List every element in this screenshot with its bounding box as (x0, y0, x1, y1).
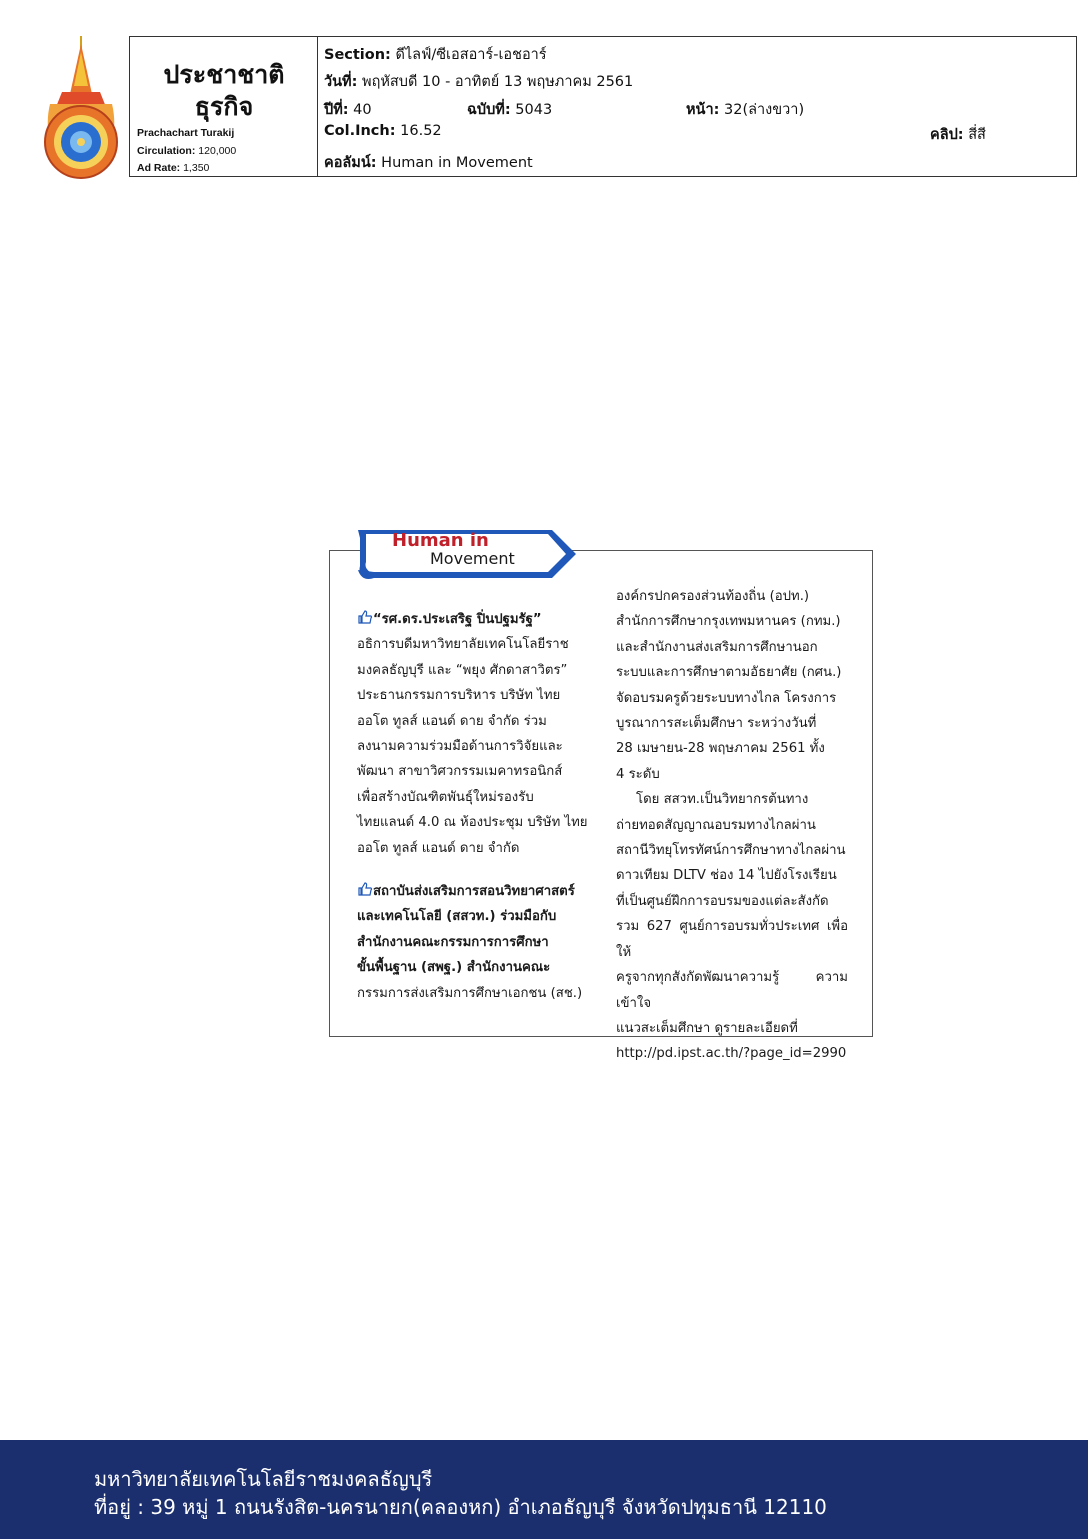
article-line: จัดอบรมครูด้วยระบบทางไกล โครงการ (616, 690, 837, 706)
article-line: อธิการบดีมหาวิทยาลัยเทคโนโลยีราช (357, 637, 569, 653)
article-line: ระบบและการศึกษาตามอัธยาศัย (กศน.) (616, 665, 842, 681)
year-info: ปีที่: 40 (324, 102, 372, 118)
colinch-info: Col.Inch: 16.52 (324, 123, 442, 139)
article-line: ที่เป็นศูนย์ฝึกการอบรมของแต่ละสังกัด (616, 893, 829, 909)
article-line: สำนักการศึกษากรุงเทพมหานคร (กทม.) (616, 614, 841, 630)
article-left-column (357, 607, 589, 1006)
article-line: บูรณาการสะเต็มศึกษา ระหว่างวันที่ (616, 716, 817, 732)
article-line: ออโต ทูลส์ แอนด์ ดาย จำกัด ร่วม (357, 713, 547, 729)
thumbs-up-icon (357, 609, 373, 625)
article-line: 28 เมษายน-28 พฤษภาคม 2561 ทั้ง (616, 741, 825, 757)
article-line: องค์กรปกครองส่วนท้องถิ่น (อปท.) (616, 589, 810, 604)
article-line: ขั้นพื้นฐาน (สพฐ.) สำนักงานคณะ (357, 960, 551, 976)
article-line: ครูจากทุกสังกัดพัฒนาความรู้ ความเข้าใจ (616, 970, 848, 1011)
article-line: สำนักงานคณะกรรมการการศึกษา (357, 934, 549, 950)
date-info: วันที่: พฤหัสบดี 10 - อาทิตย์ 13 พฤษภาคม 2561 (324, 74, 634, 90)
article-line: รวม 627 ศูนย์การอบรมทั่วประเทศ เพื่อให้ (616, 919, 848, 960)
article-line: ดาวเทียม DLTV ช่อง 14 ไปยังโรงเรียน (616, 868, 837, 884)
footer-university-name: มหาวิทยาลัยเทคโนโลยีราชมงคลธัญบุรี (94, 1467, 433, 1491)
article-line: “รศ.ดร.ประเสริฐ ปิ่นปฐมรัฐ” (357, 607, 589, 632)
article-line: ลงนามความร่วมมือด้านการวิจัยและ (357, 739, 563, 755)
paragraph-gap (357, 861, 589, 879)
article-line: ประธานกรรมการบริหาร บริษัท ไทย (357, 688, 561, 704)
article-line: และสำนักงานส่งเสริมการศึกษานอก (616, 639, 818, 655)
clipping-info-header (129, 36, 1077, 177)
issue-info: ฉบับที่: 5043 (467, 102, 553, 118)
article-line: http://pd.ipst.ac.th/?page_id=2990 (616, 1046, 847, 1062)
university-logo-emblem (40, 34, 122, 184)
section-info: Section: ดีไลฟ์/ซีเอสอาร์-เอชอาร์ (324, 47, 547, 63)
article-line: ถ่ายทอดสัญญาณอบรมทางไกลผ่าน (616, 817, 816, 833)
ad-rate: Ad Rate: 1,350 (137, 162, 210, 174)
article-line: ออโต ทูลส์ แอนด์ ดาย จำกัด (357, 840, 520, 856)
thumbs-up-icon (357, 881, 373, 897)
article-line: สถานีวิทยุโทรทัศน์การศึกษาทางไกลผ่าน (616, 843, 846, 859)
article-line: สถาบันส่งเสริมการสอนวิทยาศาสตร์ (357, 879, 589, 904)
article-line: และเทคโนโลยี (สสวท.) ร่วมมือกับ (357, 909, 557, 925)
footer-address: ที่อยู่ : 39 หมู่ 1 ถนนรังสิต-นครนายก(คลองหก) อำเภอธัญบุรี จังหวัดปทุมธานี 12110 (94, 1495, 827, 1519)
publication-name-line1: ประชาชาติ (163, 60, 285, 89)
clip-color-info: คลิป: สี่สี (930, 127, 986, 143)
circulation: Circulation: 120,000 (137, 145, 237, 157)
page-info: หน้า: 32(ล่างขวา) (686, 102, 805, 118)
article-line: ไทยแลนด์ 4.0 ณ ห้องประชุม บริษัท ไทย (357, 815, 588, 831)
article-line: แนวสะเต็มศึกษา ดูรายละเอียดที่ (616, 1020, 798, 1036)
column-info: คอลัมน์: Human in Movement (324, 155, 533, 171)
publication-name-line2: ธุรกิจ (194, 92, 254, 121)
publication-cell (130, 37, 318, 176)
banner-title-line1: Human in (392, 530, 489, 551)
article-line: มงคลธัญบุรี และ “พยุง ศักดาสาวิตร” (357, 662, 568, 678)
article-line: โดย สสวท.เป็นวิทยากรต้นทาง (636, 792, 809, 808)
banner-title-line2: Movement (430, 549, 515, 568)
article-line: กรรมการส่งเสริมการศึกษาเอกชน (สช.) (357, 985, 583, 1001)
article-line: เพื่อสร้างบัณฑิตพันธุ์ใหม่รองรับ (357, 789, 534, 805)
article-right-column (616, 584, 848, 1067)
publication-english-name: Prachachart Turakij (137, 127, 235, 139)
article-line: พัฒนา สาขาวิศวกรรมเมคาทรอนิกส์ (357, 764, 563, 780)
article-line: 4 ระดับ (616, 766, 660, 782)
